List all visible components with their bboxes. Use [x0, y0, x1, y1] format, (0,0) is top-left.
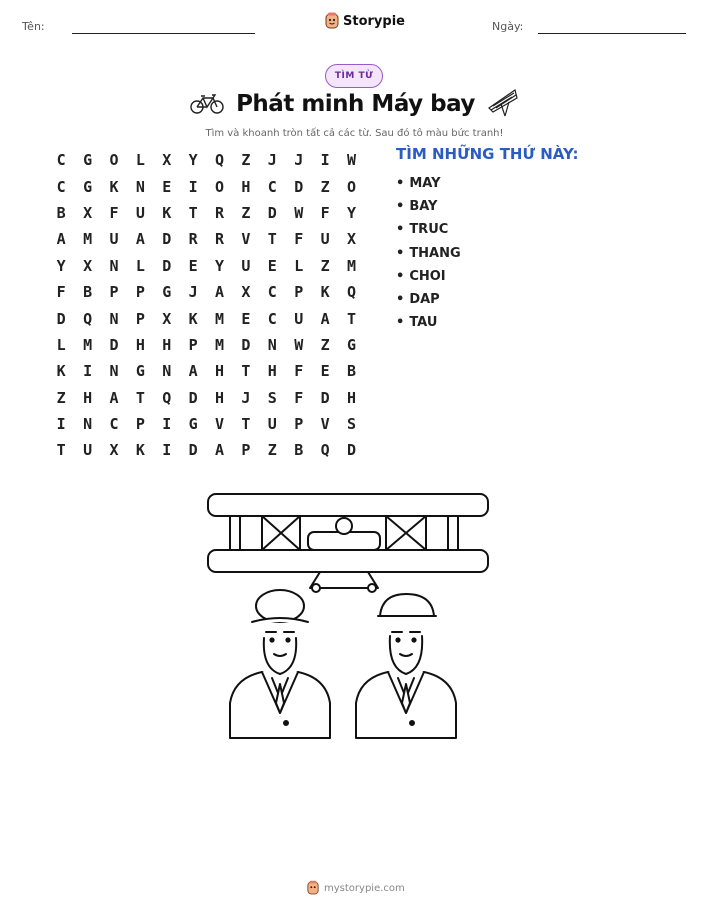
grid-cell[interactable]: P: [294, 415, 304, 434]
grid-cell[interactable]: P: [294, 283, 304, 302]
grid-cell[interactable]: K: [135, 441, 145, 460]
grid-cell[interactable]: C: [267, 177, 277, 196]
grid-cell[interactable]: C: [109, 415, 119, 434]
grid-cell[interactable]: L: [135, 256, 145, 275]
grid-cell[interactable]: Q: [346, 283, 356, 302]
grid-cell[interactable]: R: [188, 230, 198, 249]
grid-cell[interactable]: W: [294, 335, 304, 354]
grid-cell[interactable]: X: [83, 256, 93, 275]
grid-cell[interactable]: U: [320, 230, 330, 249]
grid-cell[interactable]: D: [346, 441, 356, 460]
grid-cell[interactable]: X: [83, 203, 93, 222]
grid-cell[interactable]: B: [56, 203, 66, 222]
man-left: [230, 590, 330, 738]
grid-cell[interactable]: P: [135, 309, 145, 328]
grid-cell[interactable]: U: [267, 415, 277, 434]
word-list-title: TÌM NHỮNG THỨ NÀY:: [396, 145, 579, 163]
grid-cell[interactable]: Z: [320, 335, 330, 354]
grid-cell[interactable]: B: [346, 362, 356, 381]
grid-cell[interactable]: X: [162, 151, 172, 170]
date-label: Ngày:: [492, 20, 524, 33]
bicycle-icon: [190, 93, 224, 115]
grid-cell[interactable]: Z: [320, 256, 330, 275]
grid-cell[interactable]: Z: [267, 441, 277, 460]
grid-cell[interactable]: T: [56, 441, 66, 460]
grid-cell[interactable]: N: [83, 415, 93, 434]
bullet: •: [396, 222, 405, 238]
grid-cell[interactable]: A: [135, 230, 145, 249]
word-label: BAY: [409, 199, 438, 215]
grid-cell[interactable]: U: [241, 256, 251, 275]
word-label: DAP: [409, 292, 440, 308]
grid-cell[interactable]: R: [215, 203, 225, 222]
grid-cell[interactable]: H: [215, 362, 225, 381]
grid-cell[interactable]: N: [109, 309, 119, 328]
grid-cell[interactable]: C: [56, 177, 66, 196]
grid-cell[interactable]: D: [188, 441, 198, 460]
grid-cell[interactable]: I: [188, 177, 198, 196]
grid-cell[interactable]: F: [56, 283, 66, 302]
grid-cell[interactable]: A: [188, 362, 198, 381]
word-list-item: [396, 195, 461, 218]
grid-cell[interactable]: K: [56, 362, 66, 381]
bullet: •: [396, 176, 405, 192]
word-label: MAY: [409, 176, 441, 192]
grid-cell[interactable]: D: [320, 388, 330, 407]
grid-cell[interactable]: P: [241, 441, 251, 460]
grid-cell[interactable]: D: [162, 256, 172, 275]
grid-cell[interactable]: H: [83, 388, 93, 407]
title-row: [0, 88, 709, 120]
bullet: •: [396, 292, 405, 308]
grid-cell[interactable]: T: [241, 415, 251, 434]
grid-cell[interactable]: K: [162, 203, 172, 222]
grid-cell[interactable]: U: [135, 203, 145, 222]
grid-cell[interactable]: I: [320, 151, 330, 170]
grid-cell[interactable]: J: [241, 388, 251, 407]
word-label: TRUC: [409, 222, 449, 238]
bullet: •: [396, 315, 405, 331]
grid-cell[interactable]: B: [83, 283, 93, 302]
word-list-item: [396, 172, 461, 195]
grid-cell[interactable]: A: [320, 309, 330, 328]
grid-cell[interactable]: W: [346, 151, 356, 170]
grid-cell[interactable]: X: [109, 441, 119, 460]
grid-cell[interactable]: P: [135, 415, 145, 434]
word-label: THANG: [409, 245, 461, 261]
grid-cell[interactable]: B: [294, 441, 304, 460]
grid-cell[interactable]: G: [83, 177, 93, 196]
hang-glider-icon: [487, 88, 519, 120]
grid-cell[interactable]: V: [215, 415, 225, 434]
grid-cell[interactable]: Y: [346, 203, 356, 222]
grid-cell[interactable]: O: [215, 177, 225, 196]
grid-cell[interactable]: L: [294, 256, 304, 275]
grid-cell[interactable]: Y: [215, 256, 225, 275]
man-right: [356, 594, 456, 738]
grid-cell[interactable]: Q: [83, 309, 93, 328]
bullet: •: [396, 268, 405, 284]
grid-cell[interactable]: N: [135, 177, 145, 196]
bullet: •: [396, 245, 405, 261]
grid-cell[interactable]: X: [346, 230, 356, 249]
grid-cell[interactable]: G: [346, 335, 356, 354]
grid-cell[interactable]: T: [346, 309, 356, 328]
grid-cell[interactable]: D: [294, 177, 304, 196]
grid-cell[interactable]: N: [162, 362, 172, 381]
grid-cell[interactable]: D: [267, 203, 277, 222]
word-list-item: [396, 311, 461, 334]
grid-cell[interactable]: L: [135, 151, 145, 170]
grid-cell[interactable]: T: [188, 203, 198, 222]
word-list: [396, 172, 461, 334]
grid-cell[interactable]: F: [320, 203, 330, 222]
grid-cell[interactable]: T: [135, 388, 145, 407]
grid-cell[interactable]: A: [215, 283, 225, 302]
instructions: Tìm và khoanh tròn tất cả các từ. Sau đó tô màu bức tranh!: [205, 128, 504, 139]
grid-cell[interactable]: Z: [320, 177, 330, 196]
name-label: Tên:: [22, 20, 45, 33]
grid-cell[interactable]: I: [83, 362, 93, 381]
grid-cell[interactable]: A: [215, 441, 225, 460]
grid-cell[interactable]: X: [162, 309, 172, 328]
grid-cell[interactable]: J: [188, 283, 198, 302]
grid-cell[interactable]: D: [109, 335, 119, 354]
grid-cell[interactable]: M: [215, 309, 225, 328]
grid-cell[interactable]: F: [109, 203, 119, 222]
grid-cell[interactable]: Z: [56, 388, 66, 407]
grid-cell[interactable]: A: [56, 230, 66, 249]
grid-cell[interactable]: O: [346, 177, 356, 196]
grid-cell[interactable]: H: [162, 335, 172, 354]
grid-cell[interactable]: N: [267, 335, 277, 354]
grid-cell[interactable]: Y: [56, 256, 66, 275]
grid-cell[interactable]: J: [294, 151, 304, 170]
grid-cell[interactable]: D: [188, 388, 198, 407]
storypie-logo-icon: [325, 12, 339, 30]
grid-cell[interactable]: D: [56, 309, 66, 328]
grid-cell[interactable]: H: [241, 177, 251, 196]
word-list-item: [396, 288, 461, 311]
grid-cell[interactable]: Q: [215, 151, 225, 170]
grid-cell[interactable]: I: [162, 415, 172, 434]
grid-cell[interactable]: M: [83, 335, 93, 354]
upper-wing: [208, 494, 488, 516]
word-search-grid[interactable]: [48, 147, 365, 464]
grid-cell[interactable]: T: [241, 362, 251, 381]
page-title: Phát minh Máy bay: [236, 91, 475, 117]
grid-cell[interactable]: O: [109, 151, 119, 170]
grid-cell[interactable]: S: [267, 388, 277, 407]
grid-cell[interactable]: X: [241, 283, 251, 302]
grid-cell[interactable]: J: [267, 151, 277, 170]
word-label: TAU: [409, 315, 438, 331]
grid-cell[interactable]: E: [188, 256, 198, 275]
activity-tag: TÌM TỪ: [325, 64, 383, 88]
grid-cell[interactable]: W: [294, 203, 304, 222]
grid-cell[interactable]: E: [241, 309, 251, 328]
grid-cell[interactable]: M: [346, 256, 356, 275]
grid-cell[interactable]: G: [188, 415, 198, 434]
grid-cell[interactable]: M: [215, 335, 225, 354]
grid-cell[interactable]: L: [56, 335, 66, 354]
grid-cell[interactable]: N: [109, 256, 119, 275]
grid-cell[interactable]: Q: [320, 441, 330, 460]
grid-cell[interactable]: D: [162, 230, 172, 249]
grid-cell[interactable]: C: [267, 283, 277, 302]
grid-cell[interactable]: P: [109, 283, 119, 302]
grid-cell[interactable]: S: [346, 415, 356, 434]
word-list-item: [396, 242, 461, 265]
grid-cell[interactable]: C: [267, 309, 277, 328]
grid-cell[interactable]: R: [215, 230, 225, 249]
name-line[interactable]: [72, 33, 255, 34]
grid-cell[interactable]: G: [162, 283, 172, 302]
grid-cell[interactable]: D: [241, 335, 251, 354]
grid-cell[interactable]: Y: [188, 151, 198, 170]
grid-cell[interactable]: G: [135, 362, 145, 381]
date-line[interactable]: [538, 33, 686, 34]
grid-cell[interactable]: E: [267, 256, 277, 275]
grid-cell[interactable]: V: [241, 230, 251, 249]
word-list-item: [396, 265, 461, 288]
brand-name: Storypie: [343, 13, 405, 29]
word-label: CHOI: [409, 268, 446, 284]
grid-cell[interactable]: G: [83, 151, 93, 170]
word-list-item: [396, 218, 461, 241]
grid-cell[interactable]: M: [83, 230, 93, 249]
grid-cell[interactable]: F: [294, 230, 304, 249]
grid-cell[interactable]: E: [320, 362, 330, 381]
grid-cell[interactable]: H: [135, 335, 145, 354]
brand: [325, 12, 405, 30]
grid-cell[interactable]: A: [109, 388, 119, 407]
footer: [307, 880, 405, 896]
grid-cell[interactable]: U: [83, 441, 93, 460]
grid-cell[interactable]: P: [188, 335, 198, 354]
grid-cell[interactable]: U: [109, 230, 119, 249]
lower-wing: [208, 550, 488, 572]
storypie-logo-icon: [307, 880, 319, 896]
grid-cell[interactable]: Z: [241, 203, 251, 222]
grid-cell[interactable]: P: [135, 283, 145, 302]
grid-cell[interactable]: N: [109, 362, 119, 381]
grid-cell[interactable]: E: [162, 177, 172, 196]
grid-cell[interactable]: V: [320, 415, 330, 434]
footer-url[interactable]: mystorypie.com: [324, 882, 405, 894]
grid-cell[interactable]: C: [56, 151, 66, 170]
grid-cell[interactable]: K: [320, 283, 330, 302]
grid-cell[interactable]: F: [294, 388, 304, 407]
grid-cell[interactable]: I: [162, 441, 172, 460]
grid-cell[interactable]: Q: [162, 388, 172, 407]
coloring-picture: [200, 488, 490, 743]
grid-cell[interactable]: H: [267, 362, 277, 381]
grid-cell[interactable]: K: [188, 309, 198, 328]
grid-cell[interactable]: T: [267, 230, 277, 249]
grid-cell[interactable]: F: [294, 362, 304, 381]
grid-cell[interactable]: H: [346, 388, 356, 407]
grid-cell[interactable]: I: [56, 415, 66, 434]
bullet: •: [396, 199, 405, 215]
grid-cell[interactable]: Z: [241, 151, 251, 170]
grid-cell[interactable]: K: [109, 177, 119, 196]
grid-cell[interactable]: U: [294, 309, 304, 328]
grid-cell[interactable]: H: [215, 388, 225, 407]
